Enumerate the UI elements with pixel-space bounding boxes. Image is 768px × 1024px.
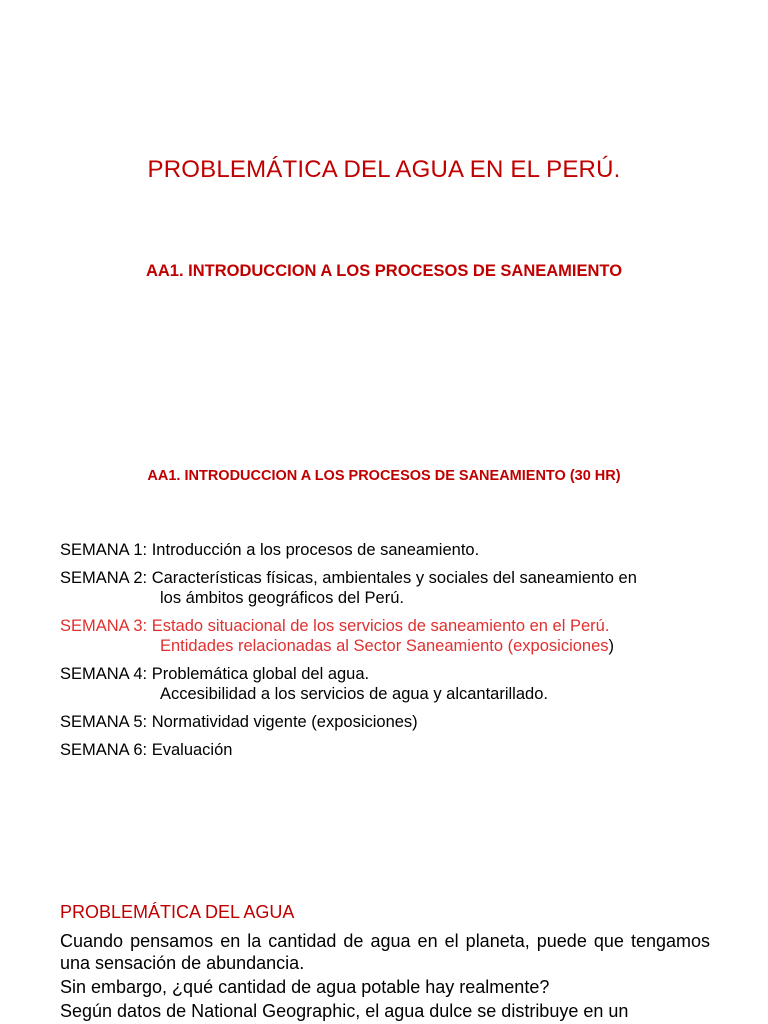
week-label: SEMANA 3: — [60, 617, 148, 635]
document-title: PROBLEMÁTICA DEL AGUA EN EL PERÚ. — [147, 156, 621, 183]
week-label: SEMANA 2: — [60, 569, 148, 587]
paragraph: Sin embargo, ¿qué cantidad de agua potable hay realmente? — [60, 977, 550, 997]
document-subtitle: AA1. INTRODUCCION A LOS PROCESOS DE SANEAMIENTO — [145, 262, 623, 280]
week-text: Características físicas, ambientales y sociales del saneamiento en — [151, 569, 637, 587]
paragraph: Cuando pensamos en la cantidad de agua en el planeta, puede que tengamos una sensación de abundancia. — [60, 931, 710, 973]
week-line — [60, 616, 710, 636]
week-text: Introducción a los procesos de saneamiento. — [151, 541, 480, 559]
week-item-3 — [60, 616, 710, 656]
week-item-1 — [60, 540, 710, 560]
week-text: Problemática global del agua. — [151, 665, 370, 683]
week-item-4 — [60, 664, 710, 704]
week-label: SEMANA 6: — [60, 741, 148, 759]
week-text: Estado situacional de los servicios de saneamiento en el Perú. — [151, 617, 610, 635]
week-text-continued: los ámbitos geográficos del Perú. — [160, 589, 404, 607]
week-label: SEMANA 1: — [60, 541, 148, 559]
week-text-continued-red: Entidades relacionadas al Sector Saneamiento (exposiciones — [160, 637, 609, 655]
week-label: SEMANA 5: — [60, 713, 148, 731]
week-label: SEMANA 4: — [60, 665, 148, 683]
week-text-continued — [60, 636, 710, 656]
week-text: Normatividad vigente (exposiciones) — [151, 713, 418, 731]
section-title: PROBLEMÁTICA DEL AGUA — [60, 902, 295, 922]
week-item-5 — [60, 712, 710, 732]
week-text: Evaluación — [151, 741, 233, 759]
weekly-schedule — [60, 540, 710, 768]
week-item-6 — [60, 740, 710, 760]
week-text-closing-paren: ) — [608, 637, 615, 655]
week-text-continued: Accesibilidad a los servicios de agua y alcantarillado. — [160, 685, 548, 703]
paragraph: Según datos de National Geographic, el agua dulce se distribuye en un — [60, 1001, 629, 1021]
unit-heading: AA1. INTRODUCCION A LOS PROCESOS DE SANEAMIENTO (30 HR) — [147, 468, 621, 484]
week-item-2 — [60, 568, 710, 608]
body-paragraphs — [60, 930, 710, 1024]
